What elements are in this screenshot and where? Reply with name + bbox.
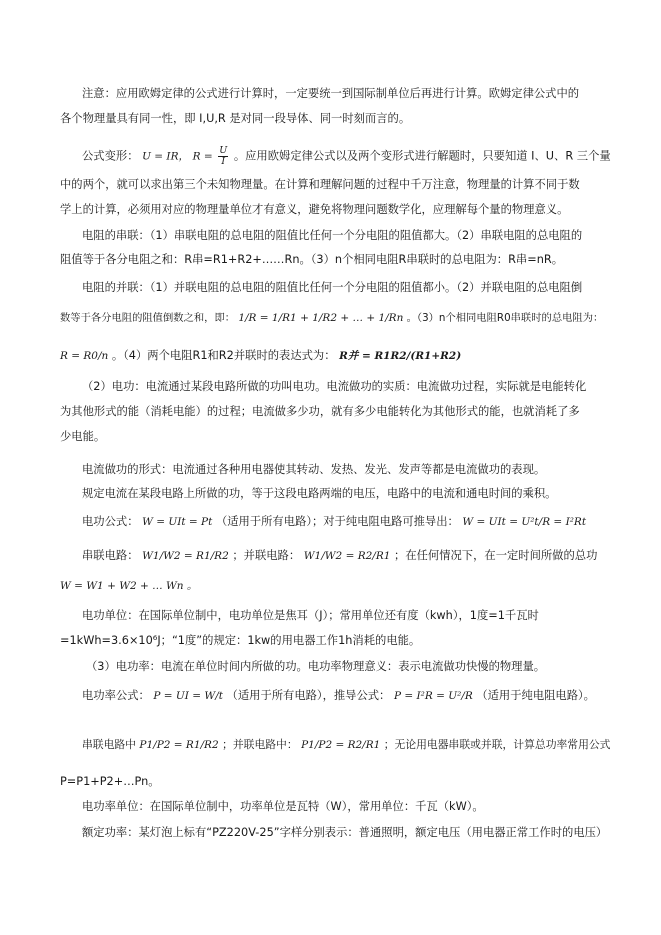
formula-line [82,738,610,752]
paragraph-text: 电功公式： [82,515,139,528]
formula-line [82,689,595,703]
paragraph-text: 电功率公式： [82,689,150,702]
paragraph-text: （适用于纯电阻电路）。 [476,689,595,702]
paragraph-text: 串联电路： [82,549,139,562]
formula-parallel-r: 1/R = 1/R1 + 1/R2 + … + 1/Rn [238,312,404,324]
paragraph-text: 。应用欧姆定律公式以及两个变形式进行解题时，只要知道 I、U、R 三个量 [233,149,611,163]
formula-line [82,145,611,167]
formula-parallel-power: P1/P2 = R2/R1 [301,739,381,751]
formula-series-power: P1/P2 = R1/R2 [139,739,219,751]
formula-line [60,579,197,593]
formula-ohm-var2-lhs: R = [192,150,213,163]
formula-ohm-var1: U = IR， [142,150,189,163]
formula-line [82,515,586,529]
paragraph-line: 电功率单位：在国际单位制中，功率单位是瓦特（W），常用单位：千瓦（kW）。 [82,800,484,813]
formula-series-work: W1/W2 = R1/R2 [142,550,229,562]
formula-total-work: W = W1 + W2 + … Wn 。 [60,580,198,592]
paragraph-text: 公式变形： [82,149,139,163]
paragraph-text: 。（3）n个相同电阻R0串联时的总电阻为： [406,312,604,324]
paragraph-line: 学上的计算，必须用对应的物理量单位才有意义，避免将物理问题数学化，应理解每个量的物理意义。 [60,203,569,216]
paragraph-line: 额定功率：某灯泡上标有“PZ220V-25”字样分别表示：普通照明，额定电压（用电器正常工作时的电压） [82,826,608,839]
paragraph-line: P=P1+P2+…Pn。 [60,775,160,788]
paragraph-text: ；并联电路： [232,549,301,562]
paragraph-text: （适用于所有电路）；对于纯电阻电路可推导出： [215,515,459,528]
paragraph-line: 规定电流在某段电路上所做的功，等于这段电路两端的电压，电路中的电流和通电时间的乘积。 [82,487,557,500]
formula-work-pure: W = UIt = U²t/R = I²Rt [462,516,587,528]
formula-line [82,549,597,563]
paragraph-line: 各个物理量具有同一性，即 I,U,R 是对同一段导体、同一时刻而言的。 [60,112,411,125]
paragraph-line: 阻值等于各分电阻之和：R串=R1+R2+……Rn。（3）n个相同电阻R串联时的总电阻为：R串=nR。 [60,253,563,266]
formula-parallel-n: R = R0/n [60,350,109,362]
formula-line [60,349,461,363]
paragraph-line: 电阻的串联：（1）串联电阻的总电阻的阻值比任何一个分电阻的阻值都大。（2）串联电阻的总电阻的 [82,229,583,242]
formula-fraction: $\frac{U}{I}$ [219,145,228,167]
paragraph-text: （适用于所有电路），推导公式： [226,689,391,702]
formula-work: W = UIt = Pt [142,516,213,528]
paragraph-line: 为其他形式的能（消耗电能）的过程；电流做多少功，就有多少电能转化为其他形式的能，也就消耗了多 [60,405,580,418]
paragraph-line: 少电能。 [60,430,106,443]
paragraph-text: ；无论用电器串联或并联，计算总功率常用公式 [383,738,611,751]
paragraph-text: 串联电路中 [82,738,136,751]
paragraph-line: 电功单位：在国际单位制中，电功单位是焦耳（J）；常用单位还有度（kwh），1度=1千瓦时 [82,609,539,622]
formula-parallel-work: W1/W2 = R2/R1 [303,550,391,562]
paragraph-text: 数等于各分电阻的阻值倒数之和，即： [60,312,236,324]
paragraph-line: 电流做功的形式：电流通过各种用电器使其转动、发热、发光、发声等都是电流做功的表现。 [82,463,546,476]
paragraph-text: 。（4）两个电阻R1和R2并联时的表达式为： [111,349,336,362]
paragraph-line: （2）电功：电流通过某段电路所做的功叫电功。电流做功的实质：电流做功过程，实际就是电能转化 [82,380,587,393]
formula-parallel-two: R并 = R1R2/(R1+R2) [339,350,462,362]
paragraph-line: =1kWh=3.6×10⁶J；“1度”的规定：1kw的用电器工作1h消耗的电能。 [60,634,421,647]
paragraph-text: ；并联电路中： [222,738,298,751]
paragraph-line: 电阻的并联：（1）并联电阻的总电阻的阻值比任何一个分电阻的阻值都小。（2）并联电阻的总电阻倒 [82,281,583,294]
paragraph-line: （3）电功率：电流在单位时间内所做的功。电功率物理意义：表示电流做功快慢的物理量。 [86,660,546,673]
formula-power-pure: P = I²R = U²/R [393,690,473,702]
formula-line [60,311,603,325]
paragraph-line: 中的两个，就可以求出第三个未知物理量。在计算和理解问题的过程中千万注意，物理量的计算不同于数 [60,178,580,191]
paragraph-text: ；在任何情况下，在一定时间所做的总功 [394,549,598,562]
paragraph-line: 注意：应用欧姆定律的公式进行计算时，一定要统一到国际制单位后再进行计算。欧姆定律公式中的 [82,87,580,100]
formula-power: P = UI = W/t [153,690,223,702]
